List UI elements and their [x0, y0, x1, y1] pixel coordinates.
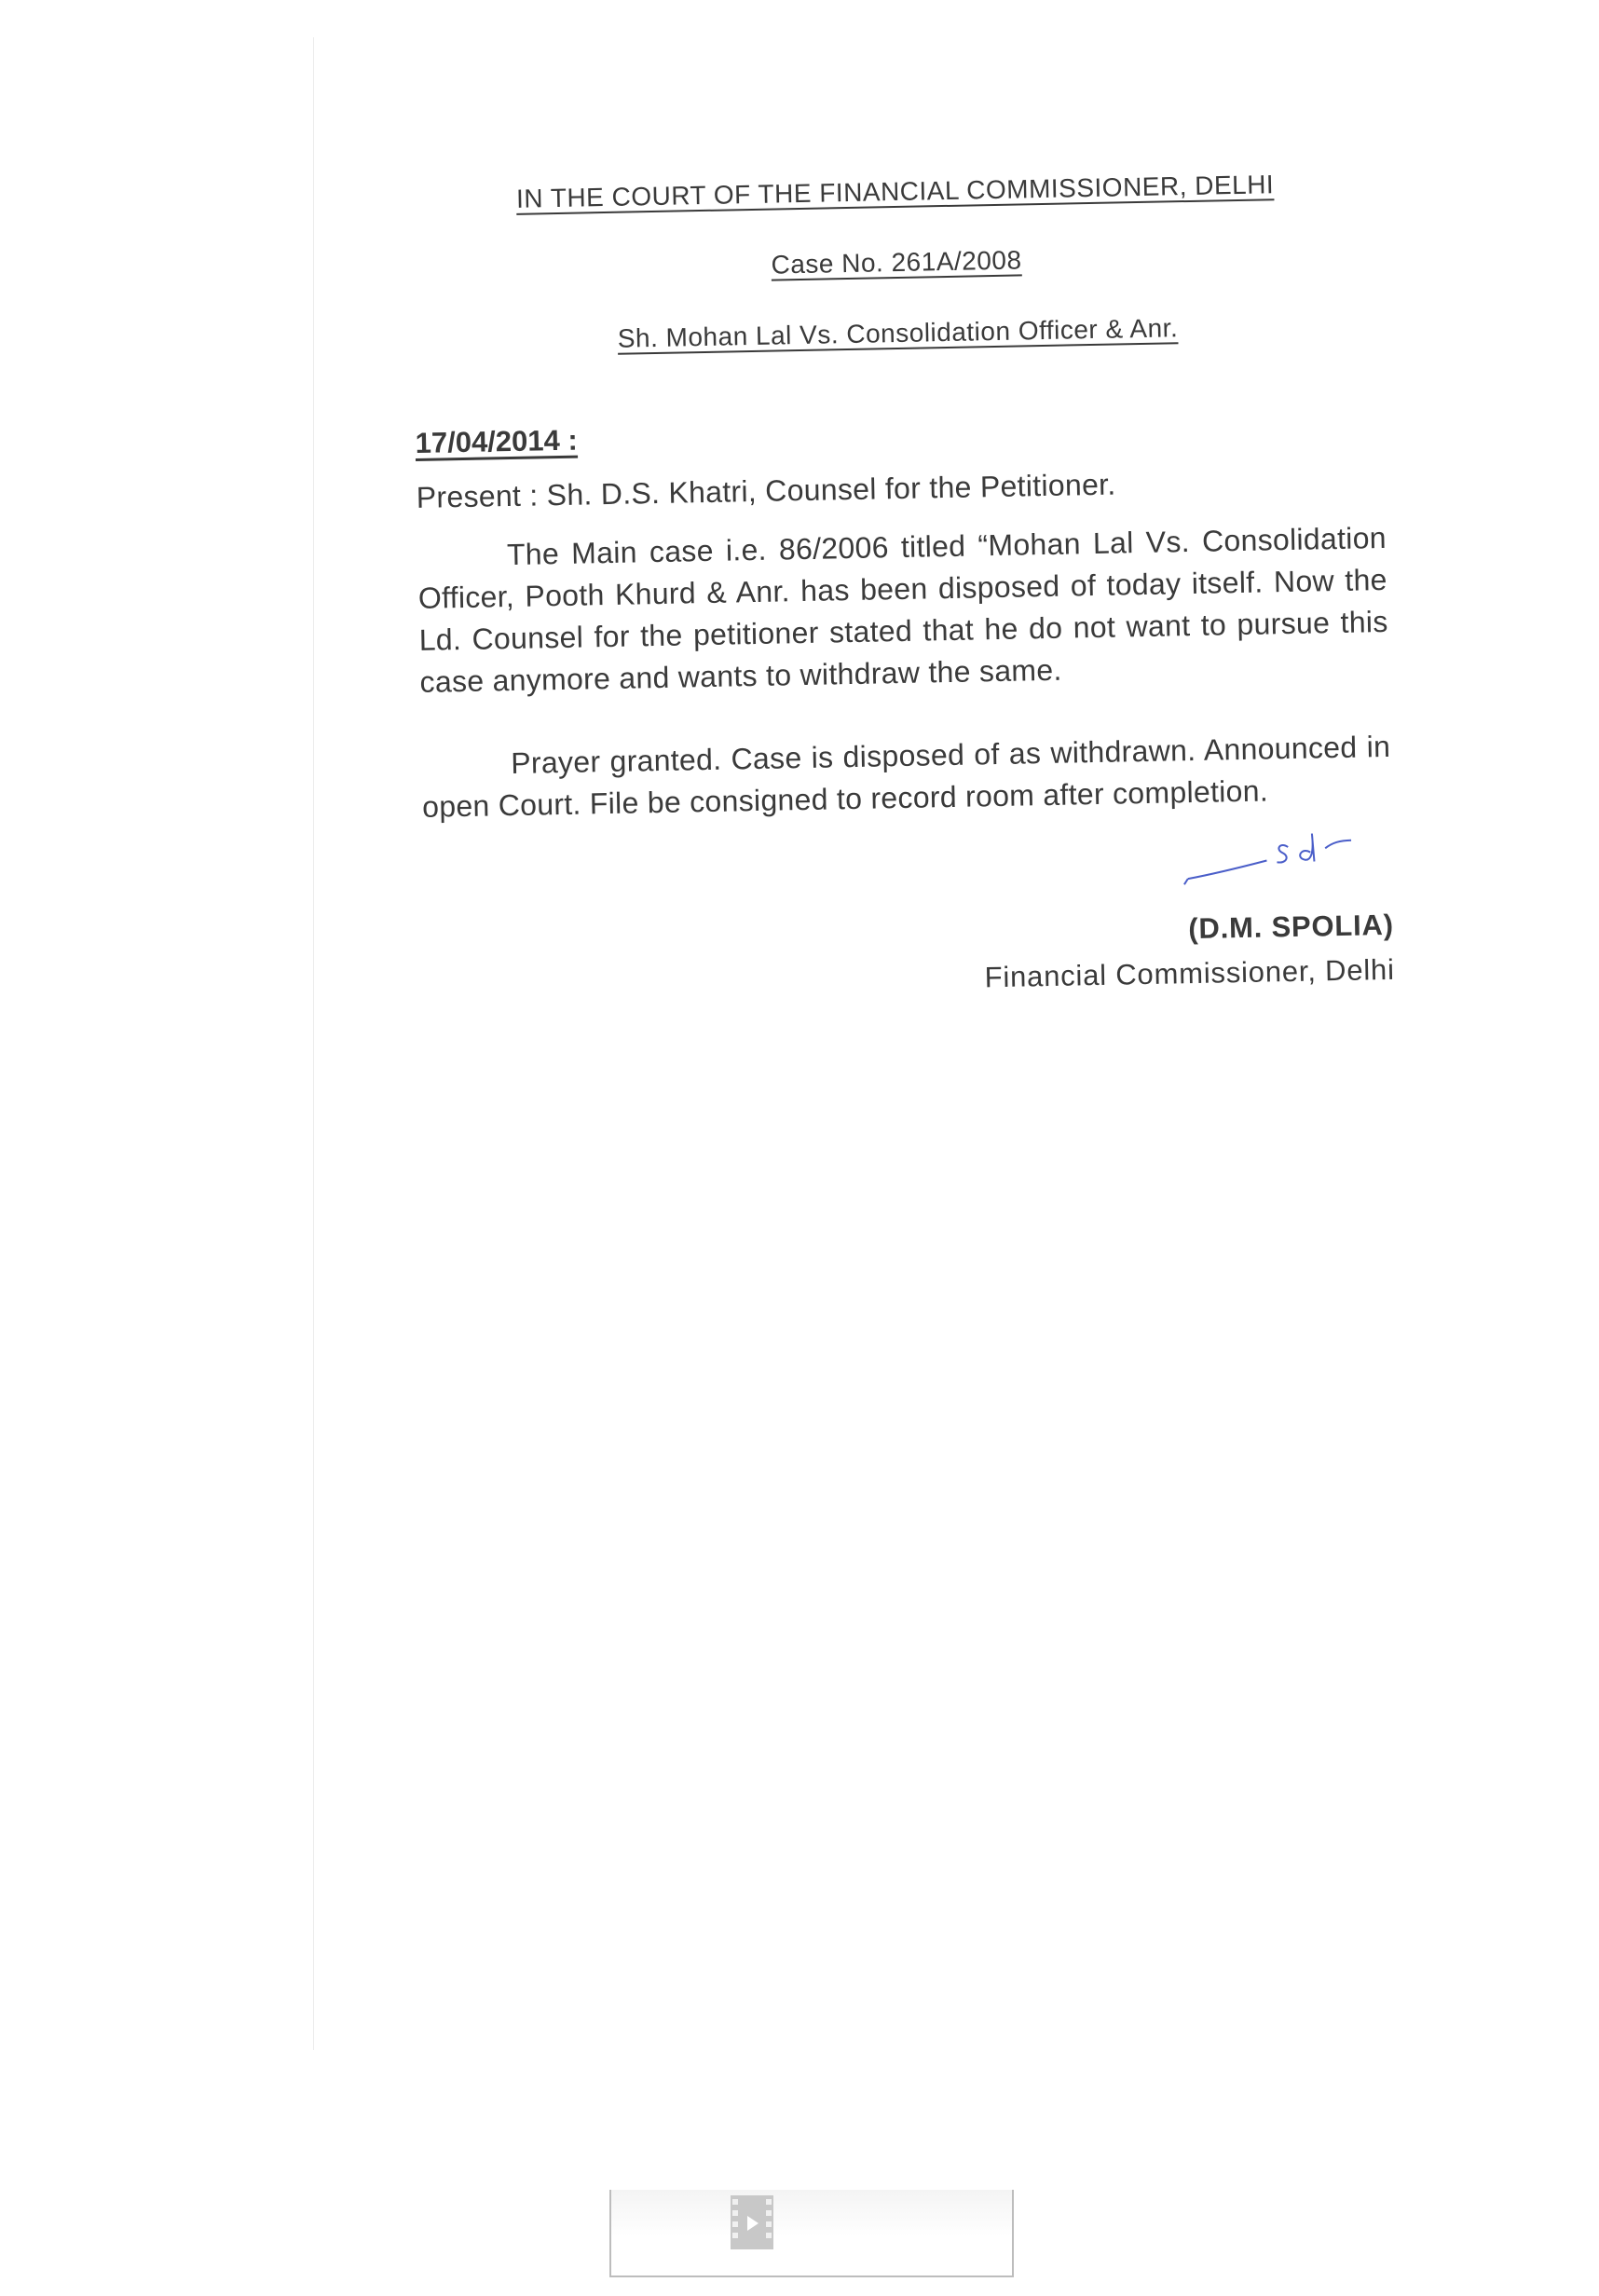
signature-mark	[1178, 819, 1365, 897]
signatory-designation: Financial Commissioner, Delhi	[984, 952, 1396, 994]
order-paragraph-1: The Main case i.e. 86/2006 titled “Mohan Lal Vs. Consolidation Officer, Pooth Khurd & Anr. has been disposed of today itself. Now the Ld. Counsel for the petitioner stated that he do not want to pursue this case anymore and wants to withdraw the same.	[417, 520, 1388, 699]
order-date: 17/04/2014 :	[415, 423, 579, 459]
signature-block	[425, 903, 1396, 1011]
order-paragraph-2: Prayer granted. Case is disposed of as withdrawn. Announced in open Court. File be consigned to record room after completion.	[421, 729, 1391, 824]
film-icon	[727, 2195, 777, 2251]
court-order-document	[410, 149, 1395, 1011]
signatory-name: (D.M. SPOLIA)	[1187, 908, 1395, 946]
case-parties: Sh. Mohan Lal Vs. Consolidation Officer & Anr.	[617, 313, 1179, 353]
present-line: Present : Sh. D.S. Khatri, Counsel for the Petitioner.	[416, 467, 1116, 514]
court-heading: IN THE COURT OF THE FINANCIAL COMMISSIONER, DELHI	[515, 170, 1275, 213]
case-number: Case No. 261A/2008	[771, 245, 1022, 280]
scan-margin-line	[313, 37, 314, 2050]
scan-bottom-frame	[609, 2190, 1014, 2277]
